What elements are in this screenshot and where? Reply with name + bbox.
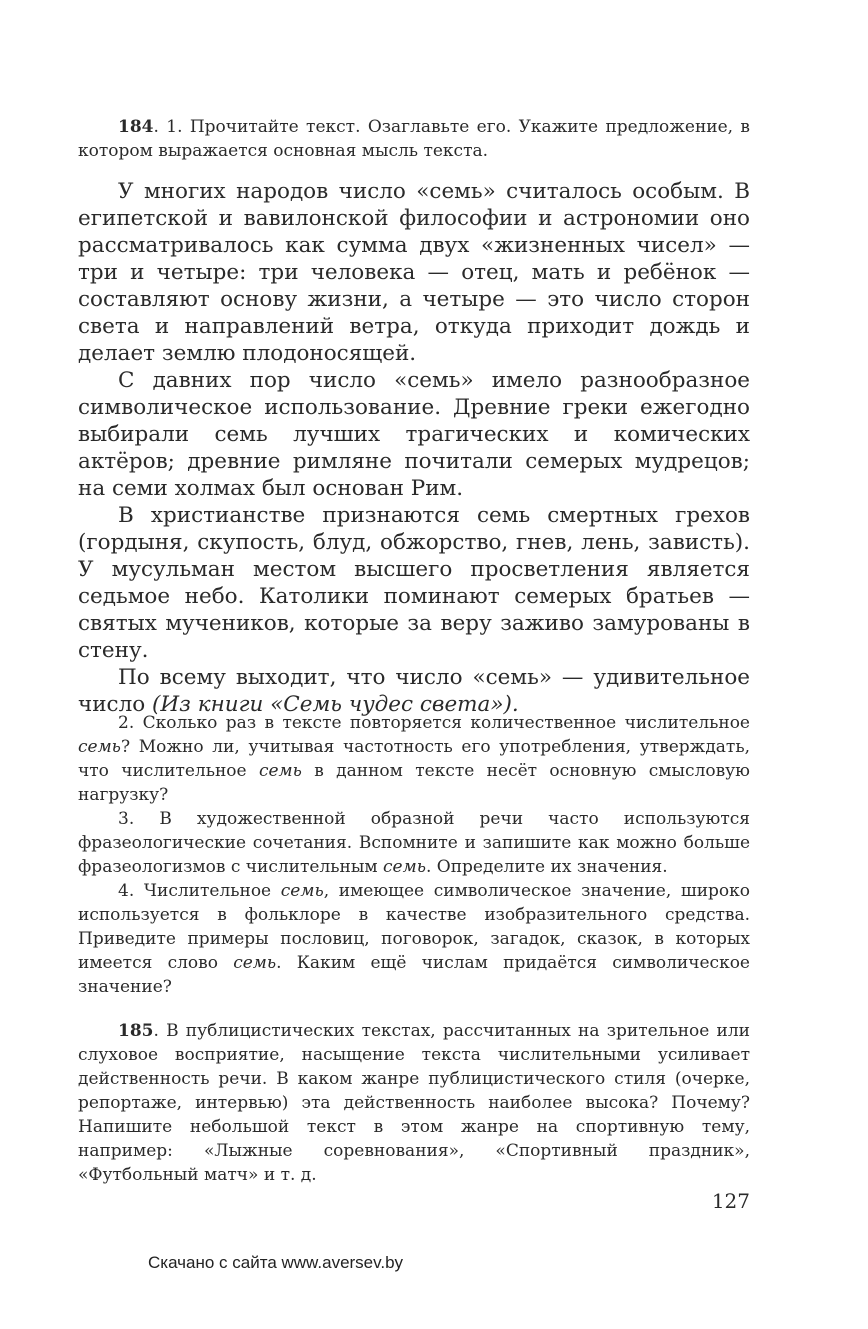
question-text: в данном тексте несёт основную смысловую нагрузку?: [78, 761, 750, 805]
question-text: 3. В художественной образной речи часто используются фразеологические сочетания. Вспомните и запишите как можно больше фразеологизмов с числительным: [78, 809, 750, 877]
exercise-184-instruction: [78, 115, 750, 163]
question-text: . Каким ещё числам придаётся символическое значение?: [78, 953, 750, 997]
exercise-185: [78, 1019, 750, 1187]
question-text: 2. Сколько раз в тексте повторяется количественное числительное: [118, 713, 750, 733]
text-sentence: По всему выходит, что число «семь» — удивительное число: [78, 665, 750, 717]
instruction-text: . 1. Прочитайте текст. Озаглавьте его. Укажите предложение, в котором выражается основная мысль текста.: [78, 117, 750, 161]
question-4: [78, 879, 750, 999]
question-text: ? Можно ли, учитывая частотность его употребления, утверждать, что числительное: [78, 737, 750, 781]
exercise-number: 185: [118, 1021, 154, 1041]
exercise-text: . В публицистических текстах, рассчитанных на зрительное или слуховое восприятие, насыщение текста числительными усиливает действенность речи. В каком жанре публицистического стиля (очерке, репортаже, интервью) эта действенность наиболее высока? Почему? Напишите небольшой текст в этом жанре на спортивную тему, например: «Лыжные соревнования», «Спортивный праздник», «Футбольный матч» и т. д.: [78, 1021, 750, 1185]
text-paragraph: В христианстве признаются семь смертных грехов (гордыня, скупость, блуд, обжорство, гнев, лень, зависть). У мусульман местом высшего просветления является седьмое небо. Католики поминают семерых братьев — святых мучеников, которые за веру заживо замурованы в стену.: [78, 503, 750, 663]
exercise-number: 184: [118, 117, 154, 137]
emphasized-word: семь: [78, 737, 121, 757]
text-paragraph: У многих народов число «семь» считалось особым. В египетской и вавилонской философии и астрономии оно рассматривалось как сумма двух «жизненных чисел» — три и четыре: три человека — отец, мать и ребёнок — составляют основу жизни, а четыре — это число сторон света и направлений ветра, откуда приходит дождь и делает землю плодоносящей.: [78, 179, 750, 366]
question-3: [78, 807, 750, 879]
question-text: , имеющее символическое значение, широко используется в фольклоре в качестве изобразительного средства. Приведите примеры пословиц, поговорок, загадок, сказок, в которых имеется слово: [78, 881, 751, 973]
text-paragraph: С давних пор число «семь» имело разнообразное символическое использование. Древние греки ежегодно выбирали семь лучших трагических и комических актёров; древние римляне почитали семерых мудрецов; на семи холмах был основан Рим.: [78, 368, 750, 501]
exercise-184-questions: [78, 711, 750, 999]
emphasized-word: семь: [258, 761, 302, 781]
emphasized-word: семь: [280, 881, 324, 901]
reading-text: [78, 178, 750, 718]
emphasized-word: семь: [383, 857, 426, 877]
question-2: [78, 711, 750, 807]
text-source: (Из книги «Семь чудес света»).: [152, 692, 519, 717]
question-text: . Определите их значения.: [425, 857, 668, 877]
question-text: 4. Числительное: [118, 881, 281, 901]
download-source-footer: Скачано с сайта www.aversev.by: [148, 1253, 404, 1272]
text-paragraph: [78, 664, 750, 718]
emphasized-word: семь: [233, 953, 277, 973]
page-number: 127: [711, 1189, 750, 1213]
